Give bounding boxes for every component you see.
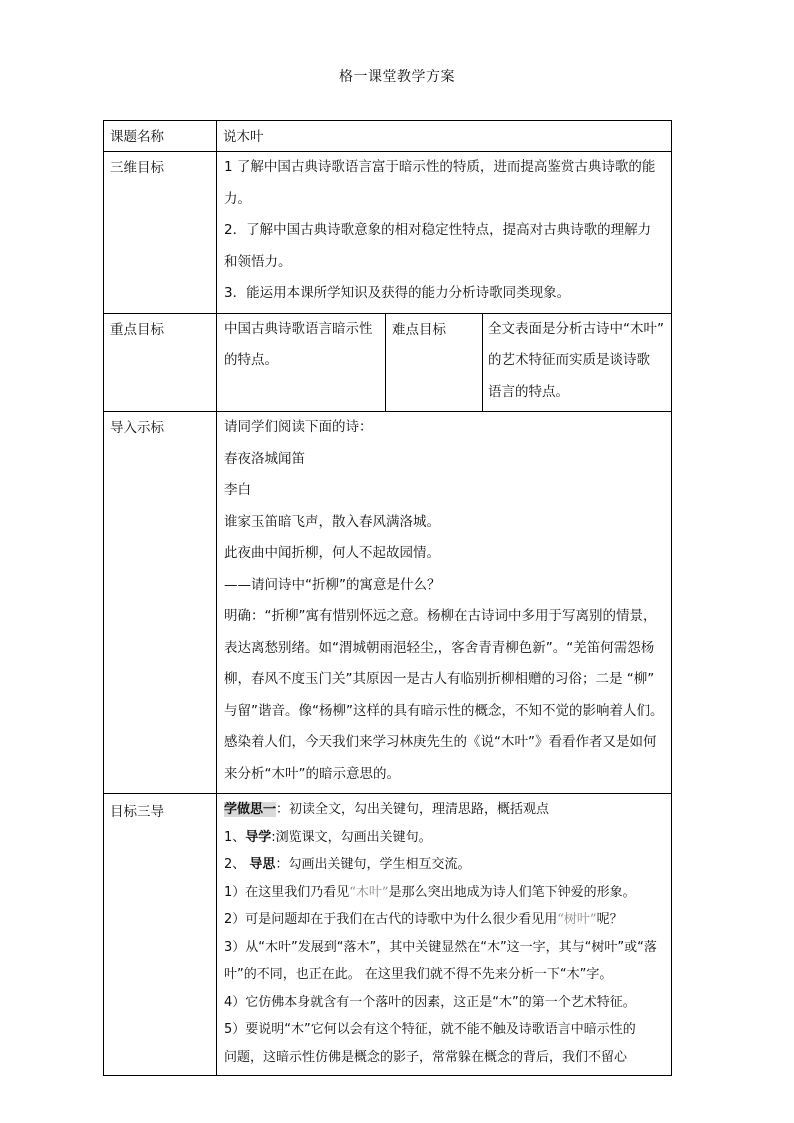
guide-question: 1）在这里我们乃看见“木叶”是那么突出地成为诗人们笔下钟爱的形象。 (224, 884, 636, 900)
key-label: 重点目标 (104, 313, 217, 412)
poem-author: 李白 (224, 482, 251, 498)
difficulty-text-line: 的艺术特征而实质是谈诗歌 (488, 352, 650, 368)
key-text-line: 的特点。 (224, 352, 278, 368)
guide-item: 1、导学:浏览课文，勾画出关键句。 (224, 829, 432, 845)
intro-row (104, 412, 672, 794)
guide-question: 叶”的不同，也正在此。 在这里我们就不得不先来分析一下“木”字。 (224, 967, 613, 982)
question-line: ——请问诗中“折柳”的寓意是什么？ (224, 576, 441, 593)
answer-line: 柳，春风不度玉门关”其原因一是古人有临别折柳相赠的习俗；二是 “柳” (224, 671, 655, 687)
goal-line: 和领悟力。 (224, 253, 292, 270)
goal-line: 力。 (224, 190, 251, 207)
answer-line: 与留”谐音。像“杨柳”这样的具有暗示性的概念，不知不觉的影响着人们。 (224, 702, 664, 719)
goal-line: 2．了解中国古典诗歌意象的相对稳定性特点，提高对古典诗歌的理解力 (224, 222, 652, 238)
answer-line: 来分析“木叶”的暗示意思的。 (224, 765, 400, 782)
section-heading-highlight: 学做思一 (224, 802, 277, 817)
guide-question: 3）从“木叶”发展到“落木”，其中关键显然在“木”这一字，其与“树叶”或“落 (224, 939, 657, 955)
document-title: 格一课堂教学方案 (339, 69, 455, 85)
guide-question: 5）要说明“木”它何以会有这个特征，就不能不触及诗歌语言中暗示性的 (224, 1022, 636, 1037)
topic-value: 说木叶 (217, 121, 672, 152)
intro-line: 请同学们阅读下面的诗： (224, 419, 373, 435)
three-guides-label: 目标三导 (104, 794, 217, 1076)
key-text-line: 中国古典诗歌语言暗示性 (224, 320, 373, 337)
topic-row (104, 121, 672, 152)
key-row (104, 313, 672, 412)
difficulty-text-line: 语言的特点。 (488, 383, 569, 400)
section-heading: 学做思一：初读全文，勾出关键句，理清思路，概括观点 (224, 802, 550, 817)
goal-line: 3．能运用本课所学知识及获得的能力分析诗歌同类现象。 (224, 285, 571, 301)
difficulty-label: 难点目标 (386, 313, 483, 412)
poem-line: 谁家玉笛暗飞声，散入春风满洛城。 (224, 513, 440, 530)
guide-item: 2、 导思：勾画出关键句，学生相互交流。 (224, 857, 471, 872)
intro-label: 导入示标 (104, 412, 217, 794)
answer-line: 表达离愁别绪。如“渭城朝雨浥轻尘,，客舍青青柳色新”。“羌笛何需怨杨 (224, 639, 655, 656)
lesson-plan-table (103, 120, 672, 1076)
intro-content (217, 412, 672, 794)
guide-question: 2）可是问题却在于我们在古代的诗歌中为什么很少看见用“树叶”呢？ (224, 912, 623, 927)
three-guides-row (104, 794, 672, 1076)
answer-line: 明确：“折柳”寓有惜别怀远之意。杨柳在古诗词中多用于写离别的情景， (224, 608, 657, 624)
goals-label: 三维目标 (104, 152, 217, 314)
guide-question: 问题，这暗示性仿佛是概念的影子，常常躲在概念的背后，我们不留心 (224, 1049, 628, 1065)
poem-line: 此夜曲中闻折柳，何人不起故园情。 (224, 545, 440, 561)
difficulty-content (483, 313, 672, 412)
key-content (217, 313, 386, 412)
three-guides-content (217, 794, 672, 1076)
answer-line: 感染着人们，今天我们来学习林庚先生的《说“木叶”》看看作者又是如何 (224, 734, 657, 750)
goal-line: 1 了解中国古典诗歌语言富于暗示性的特质，进而提高鉴赏古典诗歌的能 (224, 159, 656, 175)
topic-label: 课题名称 (104, 121, 217, 152)
guide-question: 4）它仿佛本身就含有一个落叶的因素，这正是“木”的第一个艺术特征。 (224, 994, 636, 1010)
difficulty-text-line: 全文表面是分析古诗中“木叶” (488, 320, 664, 337)
goals-row (104, 152, 672, 314)
poem-title: 春夜洛城闻笛 (224, 450, 305, 467)
goals-content (217, 152, 672, 314)
